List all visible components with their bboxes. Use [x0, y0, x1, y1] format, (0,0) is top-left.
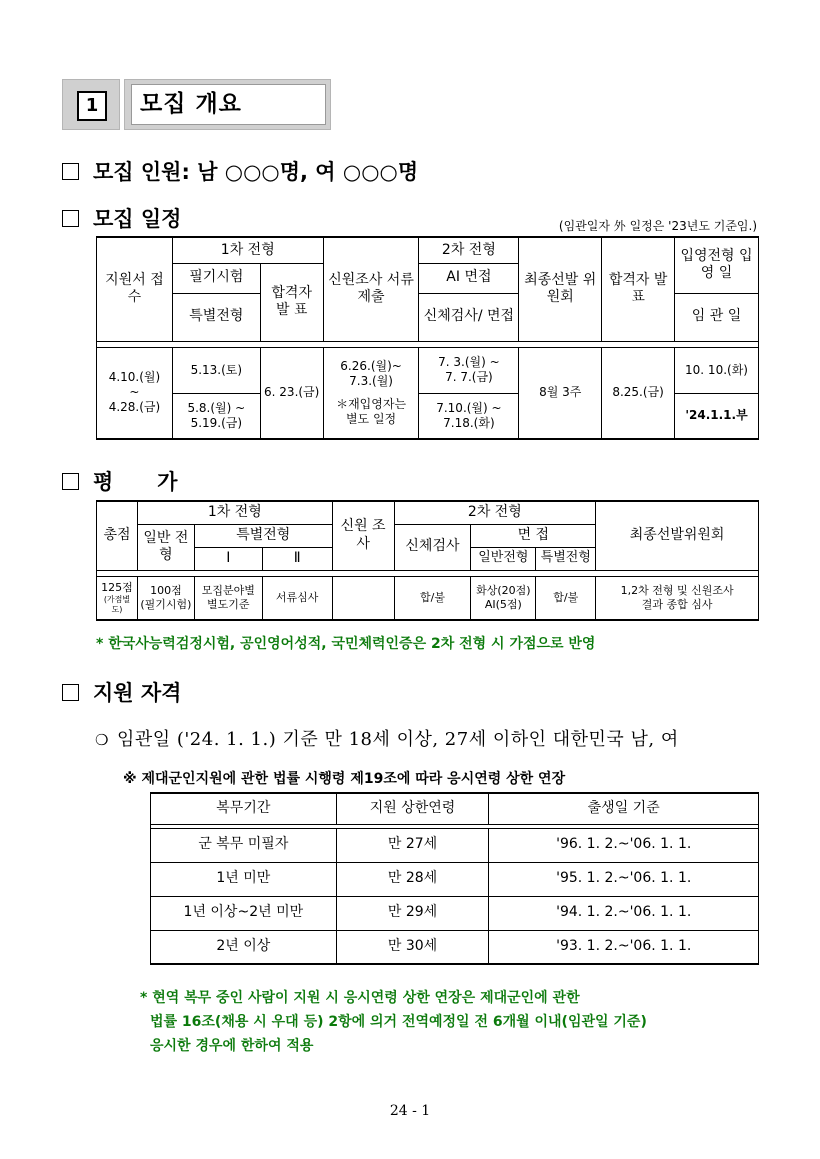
- qualification-note-line1: * 현역 복무 중인 사람이 지원 시 응시연령 상한 연장은 제대군인에 관한: [140, 990, 580, 1006]
- age-header-limit: 지원 상한연령: [336, 793, 489, 824]
- age-cell-birth: '96. 1. 2.~'06. 1. 1.: [489, 828, 759, 862]
- special-i-line1: 모집분야별: [201, 584, 255, 597]
- table-row: [151, 862, 759, 896]
- checkbox-square-icon: [62, 163, 79, 180]
- header-physical: 신체검사/ 면접: [419, 293, 519, 341]
- header-apply: 지원서 접수: [97, 237, 173, 341]
- recruit-count-heading: [62, 156, 418, 186]
- eval-header-general: 일반 전형: [137, 524, 194, 570]
- eval-header-final: 최종선발위원회: [596, 501, 759, 570]
- eval-value-physical: 합/불: [394, 576, 471, 620]
- age-cell-limit: 만 28세: [336, 862, 489, 896]
- age-cell-birth: '95. 1. 2.~'06. 1. 1.: [489, 862, 759, 896]
- eval-value-special-ii: 서류심사: [262, 576, 332, 620]
- eval-header-interview-general: 일반전형: [471, 547, 536, 570]
- checkbox-square-icon: [62, 684, 79, 701]
- eval-value-final: [596, 576, 759, 620]
- schedule-heading: [62, 203, 181, 233]
- value-enlist: 10. 10.(화): [675, 347, 759, 393]
- interview-ai: AI(5점): [484, 597, 522, 611]
- eval-value-interview-general: [471, 576, 536, 620]
- eval-value-general: [137, 576, 194, 620]
- final-line2: 결과 종합 심사: [641, 597, 713, 611]
- eval-value-special-i: [194, 576, 262, 620]
- eval-header-interview-special: 특별전형: [536, 547, 596, 570]
- age-cell-period: 군 복무 미필자: [151, 828, 337, 862]
- qualification-main-text: 임관일 ('24. 1. 1.) 기준 만 18세 이상, 27세 이하인 대한민국 남, 여: [116, 729, 679, 750]
- interview-video: 화상(20점): [476, 584, 531, 597]
- physical-end: 7.18.(화): [443, 415, 495, 430]
- header-enlist: 입영전형 입 영 일: [675, 237, 759, 293]
- qualification-heading: [62, 677, 181, 707]
- qualification-ref: ※ 제대군인지원에 관한 법률 시행령 제19조에 따라 응시연령 상한 연장: [123, 771, 566, 787]
- section-title-box: [124, 79, 331, 130]
- evaluation-table: [96, 500, 759, 621]
- schedule-table: [96, 236, 759, 440]
- value-special: [172, 393, 260, 439]
- table-row: [151, 930, 759, 964]
- header-special: 특별전형: [172, 293, 260, 341]
- value-commission: '24.1.1.부: [675, 393, 759, 439]
- age-cell-period: 1년 미만: [151, 862, 337, 896]
- special-i-line2: 별도기준: [207, 597, 250, 611]
- header-stage2: 2차 전형: [419, 237, 519, 263]
- eval-header-interview: 면 접: [471, 524, 596, 547]
- background-end: 7.3.(월): [349, 373, 393, 388]
- eval-header-physical: 신체검사: [394, 524, 471, 570]
- apply-end: 4.28.(금): [108, 400, 161, 415]
- schedule-heading-text: 모집 일정: [93, 207, 182, 231]
- age-cell-limit: 만 29세: [336, 896, 489, 930]
- value-physical: [419, 393, 519, 439]
- value-apply: [97, 347, 173, 439]
- age-cell-limit: 만 30세: [336, 930, 489, 964]
- eval-value-interview-special: 합/불: [536, 576, 596, 620]
- evaluation-heading: [62, 466, 177, 496]
- eval-header-stage2: 2차 전형: [394, 501, 596, 524]
- value-pass2: 8.25.(금): [602, 347, 675, 439]
- qualification-heading-text: 지원 자격: [93, 681, 182, 705]
- age-cell-period: 1년 이상~2년 미만: [151, 896, 337, 930]
- header-final: 최종선발 위원회: [519, 237, 602, 341]
- apply-tilde: ~: [129, 385, 140, 400]
- value-final: 8월 3주: [519, 347, 602, 439]
- qualification-note-line3: 응시한 경우에 한하여 적용: [150, 1038, 314, 1054]
- final-line1: 1,2차 전형 및 신원조사: [620, 584, 734, 597]
- section-number: 1: [77, 91, 107, 121]
- age-header-period: 복무기간: [151, 793, 337, 824]
- age-cell-birth: '94. 1. 2.~'06. 1. 1.: [489, 896, 759, 930]
- header-pass1: 합격자 발 표: [260, 263, 323, 341]
- eval-header-total: 총점: [97, 501, 138, 570]
- evaluation-note: * 한국사능력검정시험, 공인영어성적, 국민체력인증은 2차 전형 시 가점으로 반영: [96, 636, 596, 652]
- eval-header-background: 신원 조사: [332, 501, 394, 570]
- age-cell-birth: '93. 1. 2.~'06. 1. 1.: [489, 930, 759, 964]
- age-cell-limit: 만 27세: [336, 828, 489, 862]
- physical-start: 7.10.(월) ~: [436, 400, 502, 415]
- eval-value-total: [97, 576, 138, 620]
- background-start: 6.26.(월)~: [340, 358, 402, 373]
- evaluation-heading-text: 평 가: [93, 470, 178, 494]
- checkbox-square-icon: [62, 473, 79, 490]
- eval-header-stage1: 1차 전형: [137, 501, 332, 524]
- header-stage1: 1차 전형: [172, 237, 323, 263]
- header-pass2: 합격자 발 표: [602, 237, 675, 341]
- page-number: 24 - 1: [389, 1103, 431, 1119]
- checkbox-square-icon: [62, 210, 79, 227]
- recruit-count-text: 모집 인원: 남 ○○○명, 여 ○○○명: [93, 160, 419, 184]
- eval-value-background: [332, 576, 394, 620]
- header-commission: 임 관 일: [675, 293, 759, 341]
- value-ai: [419, 347, 519, 393]
- background-note-1: ＊재입영자는: [336, 396, 407, 411]
- table-row: [151, 828, 759, 862]
- apply-start: 4.10.(월): [108, 370, 161, 385]
- background-note-2: 별도 일정: [345, 411, 397, 426]
- ai-start: 7. 3.(월) ~: [438, 355, 500, 369]
- total-score: 125점: [101, 580, 133, 594]
- value-pass1: 6. 23.(금): [260, 347, 323, 439]
- section-title: 모집 개요: [131, 84, 326, 125]
- header-background: 신원조사 서류제출: [323, 237, 419, 341]
- table-row: [151, 896, 759, 930]
- header-ai: AI 면접: [419, 263, 519, 293]
- eval-header-special-i: Ⅰ: [194, 547, 262, 570]
- schedule-note: (임관일자 外 일정은 '23년도 기준임.): [558, 219, 757, 233]
- eval-header-special: 특별전형: [194, 524, 332, 547]
- value-written: 5.13.(토): [172, 347, 260, 393]
- qualification-main: [95, 725, 679, 751]
- general-score: 100점: [150, 584, 182, 597]
- age-table: [150, 792, 759, 965]
- header-written: 필기시험: [172, 263, 260, 293]
- circle-bullet-icon: ❍: [95, 731, 109, 749]
- age-cell-period: 2년 이상: [151, 930, 337, 964]
- special-end: 5.19.(금): [190, 415, 243, 430]
- eval-header-special-ii: Ⅱ: [262, 547, 332, 570]
- qualification-note: [140, 986, 760, 1058]
- special-start: 5.8.(월) ~: [187, 400, 246, 415]
- ai-end: 7. 7.(금): [445, 370, 493, 384]
- section-number-box: [62, 79, 120, 130]
- qualification-note-line2: 법률 16조(채용 시 우대 등) 2항에 의거 전역예정일 전 6개월 이내(임관일 기준): [150, 1014, 647, 1030]
- general-note: (필기시험): [140, 597, 192, 611]
- age-header-birth: 출생일 기준: [489, 793, 759, 824]
- total-note: (가점별도): [103, 594, 131, 614]
- value-background: [323, 347, 419, 439]
